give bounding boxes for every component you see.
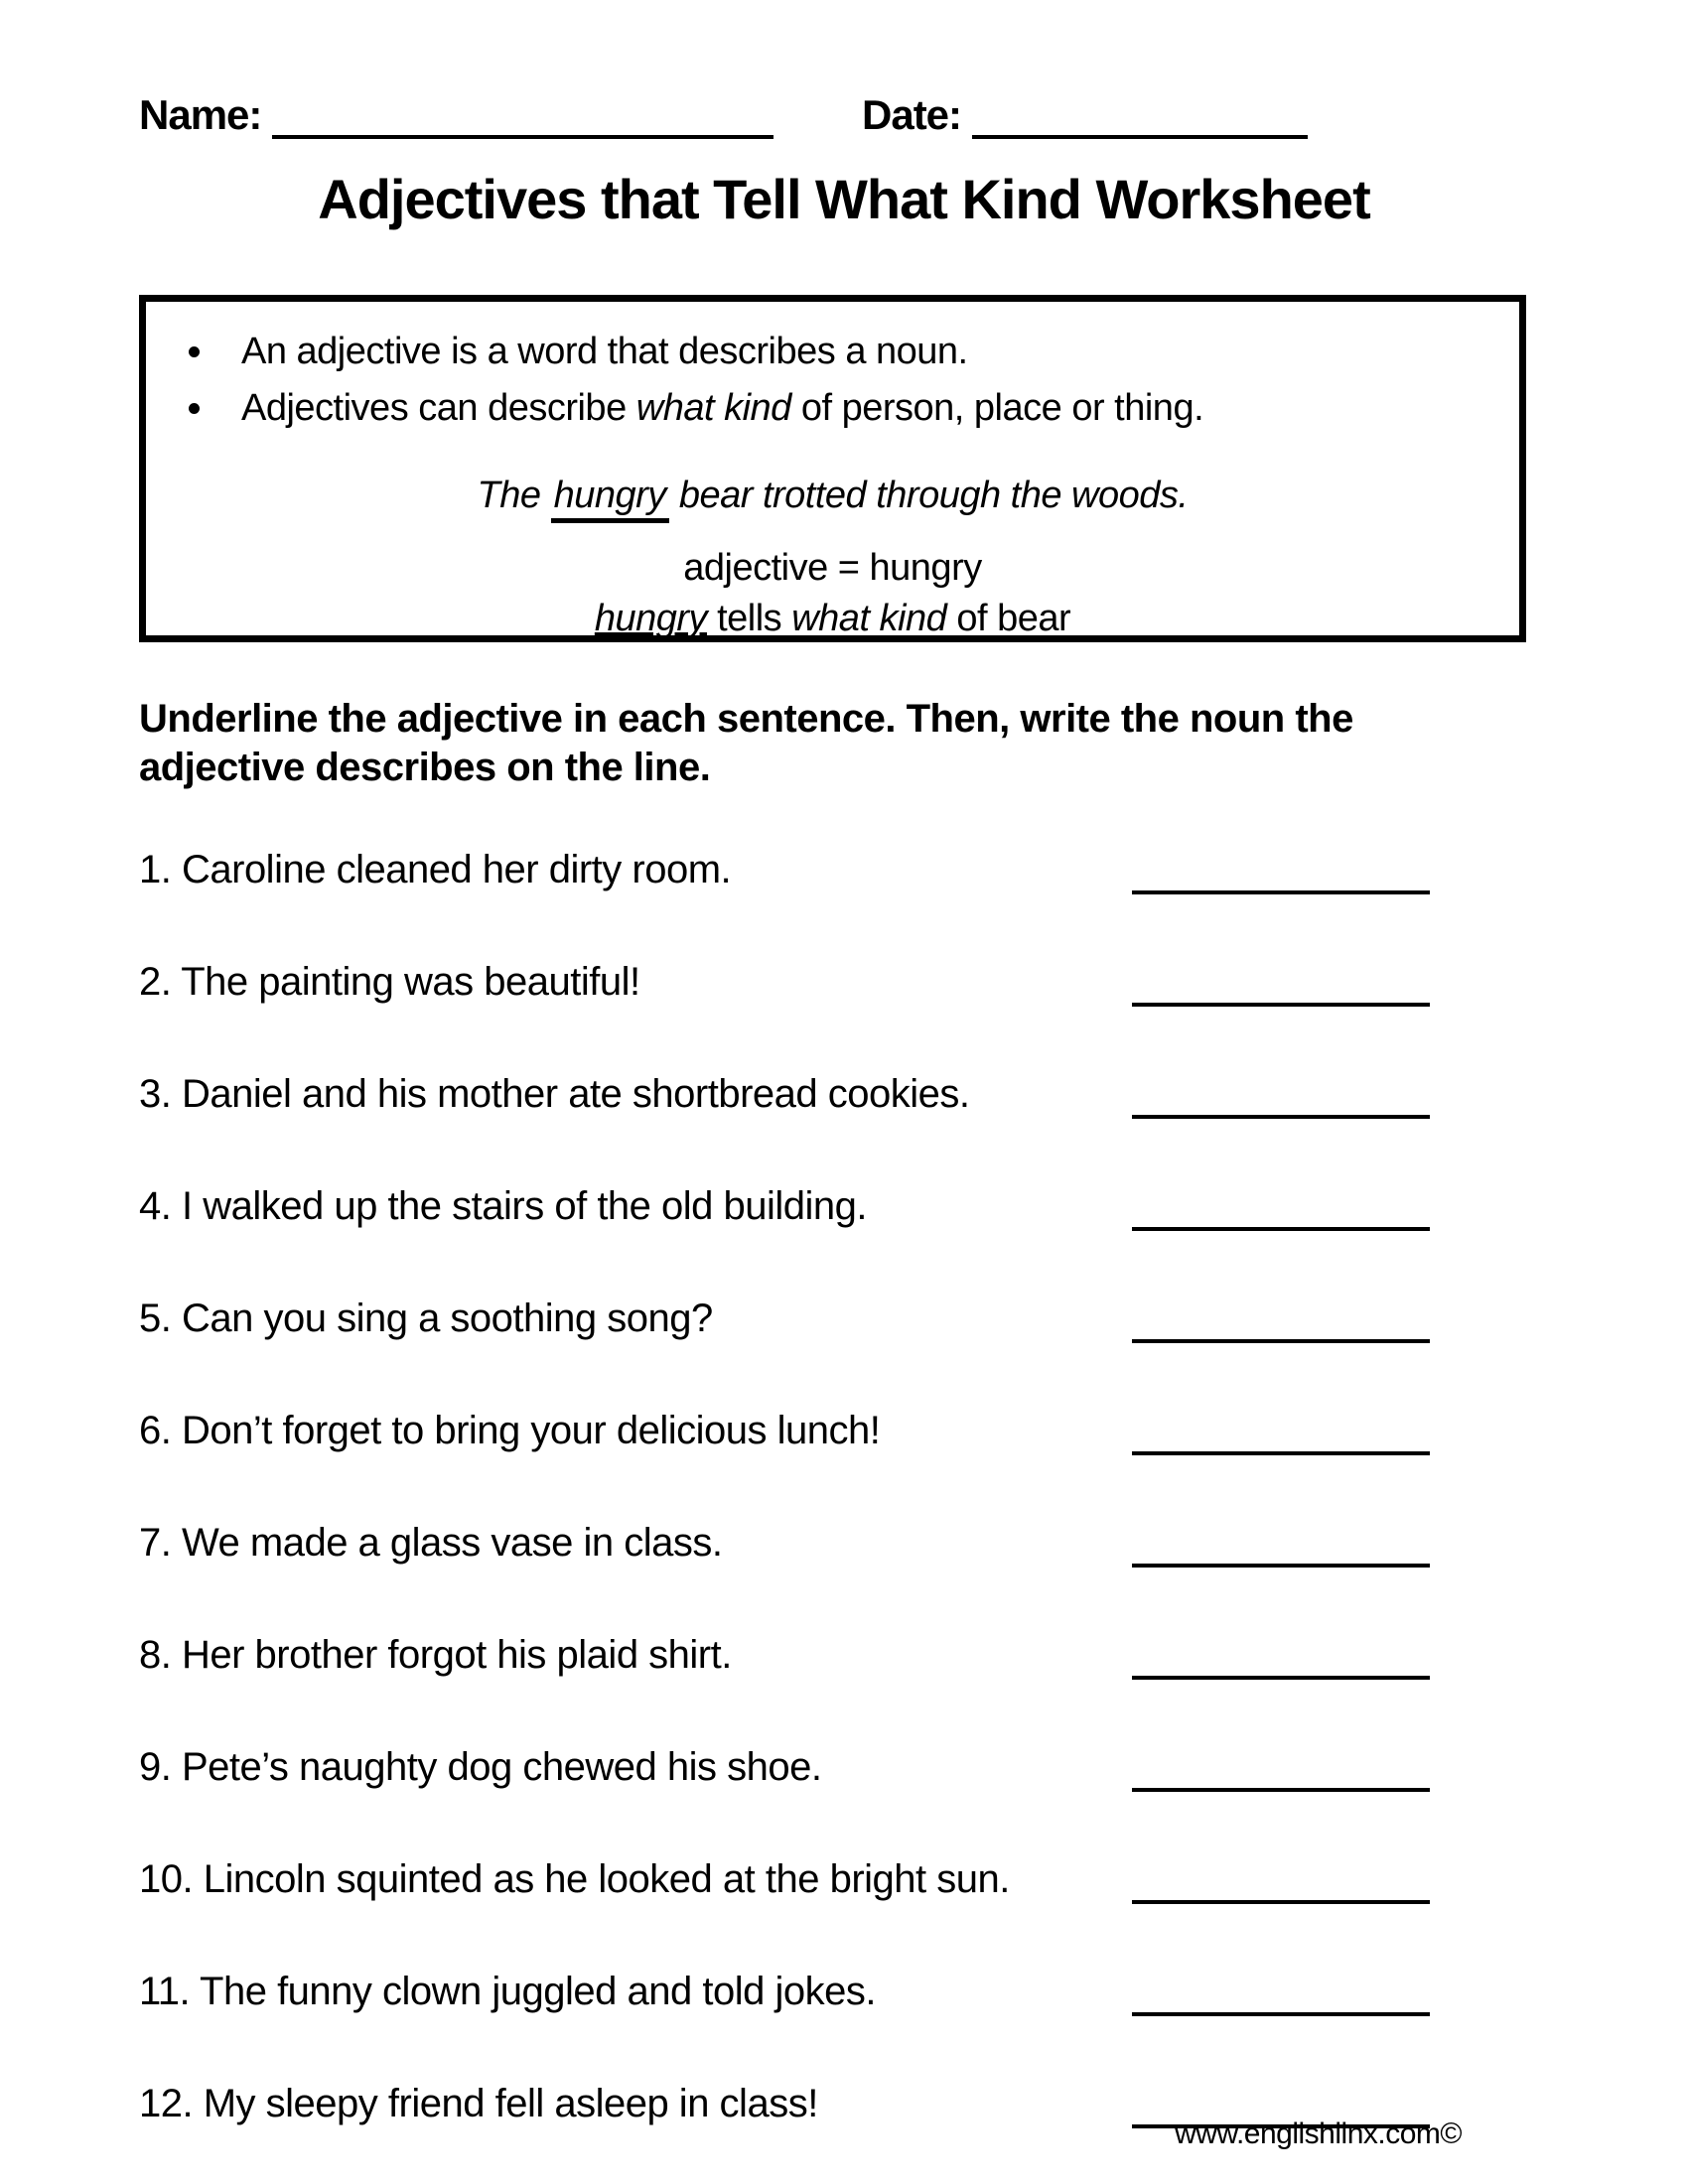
list-item	[139, 1855, 1430, 1903]
adjective-equation: adjective = hungry	[683, 547, 982, 589]
hungry-underlined-italic: hungry	[594, 598, 708, 639]
answer-blank-line	[1132, 1900, 1430, 1904]
website-credit: www.englishlinx.com©	[1175, 2117, 1462, 2150]
sentence-text: 4. I walked up the stairs of the old building.	[139, 1184, 868, 1228]
sentence-text: 3. Daniel and his mother ate shortbread cookies.	[139, 1072, 970, 1116]
list-item	[139, 1295, 1430, 1342]
answer-blank-line	[1132, 1676, 1430, 1680]
what-kind-italic: what kind	[635, 387, 791, 429]
name-blank-line	[272, 135, 774, 139]
list-item	[139, 1182, 1430, 1230]
answer-blank-line	[1132, 1339, 1430, 1343]
answer-blank-line	[1132, 1003, 1430, 1007]
instructions-text: Underline the adjective in each sentence. Then, write the noun the adjective describes on the line.	[139, 697, 1353, 789]
example-sentence: The hungry bear trotted through the woods.	[146, 475, 1519, 517]
sentence-text: 9. Pete’s naughty dog chewed his shoe.	[139, 1745, 822, 1789]
sentence-text: 12. My sleepy friend fell asleep in class!	[139, 2082, 818, 2125]
name-label: Name:	[139, 91, 262, 138]
date-group	[862, 91, 1308, 139]
rule-bullet-2: • Adjectives can describe what kind of person, place or thing.	[217, 380, 1519, 437]
answer-blank-line	[1132, 890, 1430, 894]
date-label: Date:	[862, 91, 962, 138]
sentence-text: 6. Don’t forget to bring your delicious lunch!	[139, 1409, 881, 1452]
rules-box	[139, 295, 1526, 642]
list-item	[139, 1631, 1430, 1679]
rules-bullet-list	[146, 324, 1519, 437]
sentence-text: 11. The funny clown juggled and told jokes.	[139, 1970, 876, 2013]
list-item	[139, 1968, 1430, 2015]
list-item	[139, 1407, 1430, 1454]
rule-bullet-1: • An adjective is a word that describes a noun.	[217, 324, 1519, 380]
list-item	[139, 958, 1430, 1006]
page-title: Adjectives that Tell What Kind Worksheet	[318, 168, 1370, 230]
answer-blank-line	[1132, 1564, 1430, 1568]
sentence-list	[139, 846, 1430, 2184]
answer-blank-line	[1132, 1227, 1430, 1231]
date-blank-line	[972, 135, 1308, 139]
adjective-explanation: hungry tells what kind of bear	[594, 598, 1071, 639]
list-item	[139, 1743, 1430, 1791]
answer-blank-line	[1132, 1115, 1430, 1119]
list-item	[139, 1070, 1430, 1118]
sentence-text: 2. The painting was beautiful!	[139, 960, 640, 1004]
answer-blank-line	[1132, 2012, 1430, 2016]
sentence-text: 8. Her brother forgot his plaid shirt.	[139, 1633, 732, 1677]
answer-blank-line	[1132, 1788, 1430, 1792]
list-item	[139, 846, 1430, 893]
sentence-text: 5. Can you sing a soothing song?	[139, 1297, 713, 1340]
example-adjective-underlined: hungry	[551, 475, 669, 523]
list-item	[139, 1519, 1430, 1567]
sentence-text: 10. Lincoln squinted as he looked at the bright sun.	[139, 1857, 1010, 1901]
name-date-row	[139, 91, 1549, 139]
answer-blank-line	[1132, 1451, 1430, 1455]
sentence-text: 1. Caroline cleaned her dirty room.	[139, 848, 732, 891]
what-kind-italic-2: what kind	[791, 598, 947, 639]
sentence-text: 7. We made a glass vase in class.	[139, 1521, 723, 1565]
